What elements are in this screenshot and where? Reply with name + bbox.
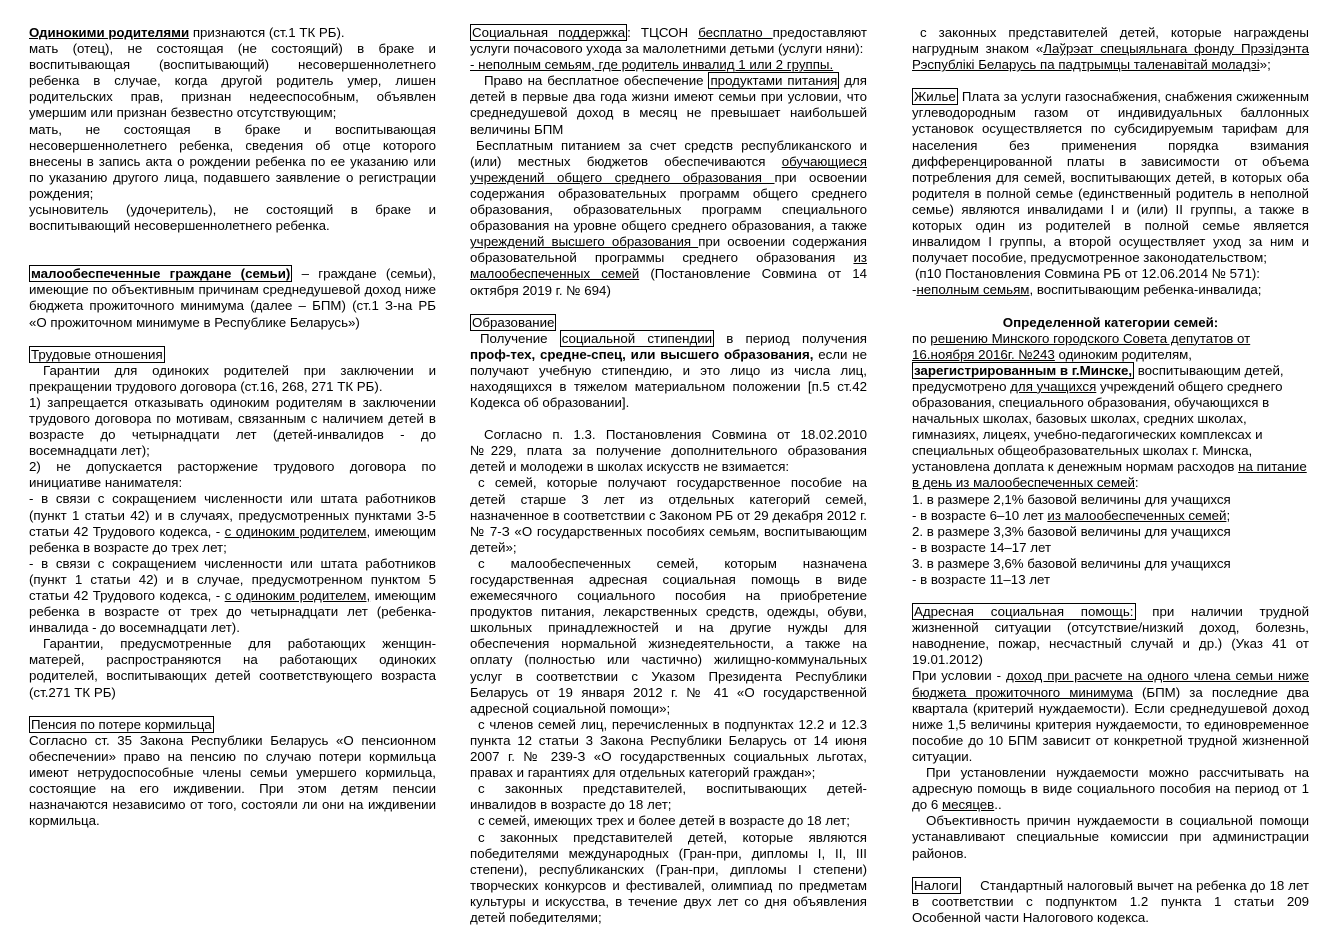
labor-para-4 bbox=[29, 491, 436, 555]
category-families-title: Определенной категории семей: bbox=[912, 315, 1309, 331]
social-support-a: : ТЦСОН bbox=[627, 25, 698, 40]
minsk-list-1: 1. в размере 2,1% базовой величины для учащихся bbox=[912, 492, 1309, 508]
education-bold: проф-тех, средне-спец, или высшего образования, bbox=[470, 347, 813, 362]
single-parents-heading-para bbox=[29, 25, 436, 41]
pension-heading-para bbox=[29, 717, 436, 733]
housing-incomplete-underline: неполным семьям bbox=[916, 282, 1029, 297]
free-meals-c: при освоении содержания образовательной программы среднего образования bbox=[470, 234, 867, 265]
art-school-item-5: с семей, имеющих трех и более детей в возрасте до 18 лет; bbox=[470, 813, 867, 829]
minsk-meals: на питание в день из малообеспеченных семей bbox=[912, 459, 1307, 490]
single-parents-item-2: мать, не состоящая в браке и воспитывающая несовершеннолетнего ребенка, сведения об отце которого внесены в запись акта о рождении ребенка по ее указанию или по указанию другого лица, подавшего заявление о регистрации рождения; bbox=[29, 122, 436, 202]
taxes-heading: Налоги bbox=[912, 877, 961, 894]
labor-para-5-underline: с одиноким родителем, bbox=[225, 588, 370, 603]
minsk-list-5: 3. в размере 3,6% базовой величины для учащихся bbox=[912, 556, 1309, 572]
targeted-aid-condition bbox=[912, 668, 1309, 765]
education-heading: Образование bbox=[470, 314, 556, 331]
housing-incomplete-families bbox=[912, 282, 1309, 298]
targeted-aid-condition-underline: доход при расчете на одного члена семьи ниже бюджета прожиточного минимума bbox=[912, 668, 1309, 699]
column-left bbox=[29, 25, 436, 829]
art-school-item-3: с членов семей лиц, перечисленных в подпунктах 12.2 и 12.3 пункта 12 статьи 3 Закона Республики Беларусь от 14 июня 2007 г. № 239-З «О государственных социальных льготах, правах и гарантиях для отдельных категорий граждан»; bbox=[470, 717, 867, 781]
education-heading-para bbox=[470, 315, 867, 331]
minsk-b: одиноким родителям, bbox=[1055, 347, 1192, 362]
minsk-e: : bbox=[1135, 475, 1139, 490]
low-income-para bbox=[29, 266, 436, 330]
single-parents-item-1: мать (отец), не состоящая (не состоящий) в браке и воспитывающая (воспитывающий) несовершеннолетнего ребенка в случае, когда другой родитель умер, лишен родительских прав, признан недееспособным, объявлен умершим или признан безвестно отсутствующим; bbox=[29, 41, 436, 121]
pension-heading: Пенсия по потере кормильца bbox=[29, 716, 214, 733]
free-meals-u2: учреждений высшего образования bbox=[470, 234, 698, 249]
education-c: если не получают учебную стипендию, и это лицо из числа лиц, находящихся в тяжелом материальном положении [п.5 ст.42 Кодекса об образовании]. bbox=[470, 347, 867, 410]
targeted-aid-a: при наличии трудной жизненной ситуации (отсутствие/низкий доход, болезнь, наводнение, пожар, несчастный случай и др.) (Указ 41 от 19.01.2012) bbox=[912, 604, 1309, 667]
food-para-b: для детей в первые два года жизни имеют семьи при условии, что среднедушевой доход в месяц не превышает наибольшей величины БПМ bbox=[470, 73, 867, 136]
targeted-aid-period-a: При установлении нуждаемости можно рассчитывать на адресную помощь в виде социального пособия на период от 1 до 6 bbox=[912, 765, 1309, 812]
pension-para-1: Согласно ст. 35 Закона Республики Беларусь «О пенсионном обеспечении» право на пенсию по случаю потери кормильца имеют нетрудоспособные члены семьи умершего кормильца, состоящие на его иждивении. При этом детям пенсии назначаются независимо от того, состояли ли они на иждивении кормильца. bbox=[29, 733, 436, 830]
art-school-item-1: с семей, которые получают государственное пособие на детей старше 3 лет из отдельных категорий семей, назначенное в соответствии с Законом РБ от 29 декабря 2012 г. № 7-З «О государственных пособиях семьям, воспитывающим детей»; bbox=[470, 475, 867, 555]
labor-para-4-underline: с одиноким родителем bbox=[225, 524, 367, 539]
free-meals-u3: из малообеспеченных семей bbox=[470, 250, 867, 281]
labor-para-3: 2) не допускается расторжение трудового договора по инициативе нанимателя: bbox=[29, 459, 436, 491]
minsk-list-6: - в возрасте 11–13 лет bbox=[912, 572, 1309, 588]
targeted-aid-condition-a: При условии - bbox=[912, 668, 1006, 683]
minsk-para bbox=[912, 331, 1309, 492]
free-meals-d: (Постановление Совмина от 14 октября 2019 г. № 694) bbox=[470, 266, 867, 297]
minsk-list-2-a: - в возрасте 6–10 лет bbox=[912, 508, 1047, 523]
free-meals-b: при освоении содержания образовательных программ общего среднего образования, образовательных программ специального образования на уровне общего среднего образования, а также bbox=[470, 170, 867, 233]
minsk-d: учреждений общего среднего образования, специального образования, обучающихся в начальных школах, базовых школах, средних школах, гимназиях, лицеях, учебно-педагогических комплексах и специальных общеобразовательных школах г. Минска, установлена доплата к денежным нормам расходов bbox=[912, 379, 1283, 474]
award-para bbox=[912, 25, 1309, 73]
labor-para-5-b: имеющим ребенка в возрасте от трех до четырнадцати лет (ребенка-инвалида - до восемнадцати лет). bbox=[29, 588, 436, 635]
education-para bbox=[470, 331, 867, 411]
targeted-aid-para bbox=[912, 604, 1309, 668]
minsk-list-2-underline: из малообеспеченных семей bbox=[1047, 508, 1226, 523]
minsk-decision: решению Минского городского Совета депутатов от 16.ноября 2016г. №243 bbox=[912, 331, 1250, 362]
single-parents-heading: Одинокими родителями bbox=[29, 25, 189, 40]
education-a: Получение bbox=[480, 331, 560, 346]
minsk-list-4: - в возрасте 14–17 лет bbox=[912, 540, 1309, 556]
art-school-para: Согласно п. 1.3. Постановления Совмина от 18.02.2010 №229, плата за получение дополнительного образования детей и молодежи в школах искусств не взимается: bbox=[470, 427, 867, 475]
housing-para bbox=[912, 89, 1309, 266]
column-right bbox=[912, 25, 1309, 926]
targeted-aid-period bbox=[912, 765, 1309, 813]
free-meals-u1: обучающиеся учреждений общего среднего образования bbox=[470, 154, 867, 185]
taxes-para bbox=[912, 878, 1309, 926]
taxes-text: Стандартный налоговый вычет на ребенка до 18 лет в соответствии с подпунктом 1.2 пункта 1 статьи 209 Особенной части Налогового кодекса. bbox=[912, 878, 1309, 925]
targeted-aid-condition-b: (БПМ) за последние два квартала (критерий нуждаемости). Если среднедушевой доход ниже 1,5 величины критерия нуждаемости, то единовременное пособие до 10 БПМ зависит от конкретной трудной жизненной ситуации. bbox=[912, 685, 1309, 764]
art-school-item-2: с малообеспеченных семей, которым назначена государственная адресная социальная помощь в виде ежемесячного социального пособия на приобретение продуктов питания, лекарственных средств, одежды, обуви, школьных принадлежностей и на другие нужды для обеспечения нормальной жизнедеятельности, а также на оплату (полностью или частично) жилищно-коммунальных услуг в соответствии с Указом Президента Республики Беларусь от 19 января 2012 г. № 41 «О государственной адресной социальной помощи»; bbox=[470, 556, 867, 717]
free-meals-para bbox=[470, 138, 867, 299]
minsk-c: воспитывающим детей, предусмотрено bbox=[912, 363, 1284, 394]
education-b: в период получения bbox=[714, 331, 867, 346]
art-school-item-4: с законных представителей, воспитывающих детей-инвалидов в возрасте до 18 лет; bbox=[470, 781, 867, 813]
low-income-text: – граждане (семьи), имеющие по объективным причинам среднедушевой доход ниже бюджета прожиточного минимума (далее – БПМ) (ст.1 З-на РБ «О прожиточном минимуме в Республике Беларусь») bbox=[29, 266, 436, 329]
housing-text: Плата за услуги газоснабжения, снабжения сжиженным углеводородным газом от индивидуальных баллонных установок осуществляется по субсидируемым тарифам для населения без применения порядка взимания дифференцированной платы в зависимости от объема потребления для семей, воспитывающих детей, в которых оба родителя в полной семье (единственный родитель в неполной семье) являются инвалидами I и (или) II группы, а также в которых один из родителей в полной семье является инвалидом I группы, а второй осуществляет уход за ним и получает пособие, предусмотренное законодательством; bbox=[912, 89, 1309, 265]
single-parents-heading-rest: признаются (ст.1 ТК РБ). bbox=[189, 25, 344, 40]
food-para-a: Право на бесплатное обеспечение bbox=[484, 73, 708, 88]
housing-dash: - bbox=[912, 282, 916, 297]
labor-para-6: Гарантии, предусмотренные для работающих женщин-матерей, распространяются на работающих одиноких родителей, воспитывающих детей соответствующего возраста (ст.271 ТК РБ) bbox=[29, 636, 436, 700]
award-a: с законных представителей детей, которые награждены нагрудным знаком « bbox=[912, 25, 1309, 56]
social-support-para bbox=[470, 25, 867, 57]
art-school-item-6: с законных представителей детей, которые являются победителями международных (Гран-при, дипломы I, II, III степени), республиканских (Гран-при, дипломы I степени) творческих конкурсов и фестивалей, олимпиад по предметам культуры и искусства, в течение двух лет со дня объявления детей победителями; bbox=[470, 830, 867, 926]
housing-ref: (п10 Постановления Совмина РБ от 12.06.2014 № 571): bbox=[912, 266, 1309, 282]
single-parents-item-3: усыновитель (удочеритель), не состоящий в браке и воспитывающий несовершеннолетнего ребенка. bbox=[29, 202, 436, 234]
targeted-aid-period-b: .. bbox=[994, 797, 1001, 812]
targeted-aid-heading: Адресная социальная помощь: bbox=[912, 603, 1136, 620]
social-support-heading: Социальная поддержка bbox=[470, 24, 627, 41]
labor-heading-para bbox=[29, 347, 436, 363]
targeted-aid-months: месяцев bbox=[942, 797, 994, 812]
award-underline: Лаўрэат спецыяльнага фонду Прэзідэнта Рэспублікі Беларусь па падтрымцы таленавітай моладзі bbox=[912, 41, 1309, 72]
minsk-registered-box: зарегистрированным в г.Минске, bbox=[912, 362, 1134, 379]
labor-para-5 bbox=[29, 556, 436, 636]
labor-para-5-a: - в связи с сокращением численности или штата работников (пункт 1 статьи 42) и в случае, предусмотренном пунктом 5 статьи 42 Трудового кодекса, - bbox=[29, 556, 436, 603]
labor-para-1: Гарантии для одиноких родителей при заключении и прекращении трудового договора (ст.16, 268, 271 ТК РБ). bbox=[29, 363, 436, 395]
social-scholarship-box: социальной стипендии bbox=[560, 330, 714, 347]
award-b: »; bbox=[1260, 57, 1271, 72]
minsk-list-2-b: ; bbox=[1226, 508, 1230, 523]
minsk-list-3: 2. в размере 3,3% базовой величины для учащихся bbox=[912, 524, 1309, 540]
minsk-list-2 bbox=[912, 508, 1309, 524]
low-income-heading: малообеспеченные граждане (семьи) bbox=[29, 265, 292, 282]
targeted-aid-commission: Объективность причин нуждаемости в социальной помощи устанавливают специальные комиссии при администрации районов. bbox=[912, 813, 1309, 861]
labor-para-2: 1) запрещается отказывать одиноким родителям в заключении трудового договора по мотивам, связанным с наличием детей в возрасте до четырнадцати лет (детей-инвалидов - до восемнадцати лет); bbox=[29, 395, 436, 459]
minsk-a: по bbox=[912, 331, 930, 346]
housing-incomplete-rest: , воспитывающим ребенка-инвалида; bbox=[1029, 282, 1261, 297]
food-products-box: продуктами питания bbox=[708, 72, 839, 89]
social-support-b: предоставляют услуги почасового ухода за малолетними детьми (услуги няни): bbox=[470, 25, 867, 56]
social-support-incomplete-families: - неполным семьям, где родитель инвалид 1 или 2 группы. bbox=[470, 57, 867, 73]
labor-para-4-b: , имеющим ребенка в возрасте до трех лет; bbox=[29, 524, 436, 555]
social-support-free: бесплатно bbox=[698, 25, 772, 40]
free-meals-a: Бесплатным питанием за счет средств республиканского и (или) местных бюджетов обеспечиваются bbox=[470, 138, 867, 169]
food-para bbox=[470, 73, 867, 137]
housing-heading: Жилье bbox=[912, 88, 958, 105]
labor-para-4-a: - в связи с сокращением численности или штата работников (пункт 1 статьи 42) и в случаях, предусмотренных пунктами 3-5 статьи 42 Трудового кодекса, - bbox=[29, 491, 436, 538]
minsk-for-students: для учащихся bbox=[1010, 379, 1096, 394]
column-middle bbox=[470, 25, 867, 926]
labor-heading: Трудовые отношения bbox=[29, 346, 165, 363]
